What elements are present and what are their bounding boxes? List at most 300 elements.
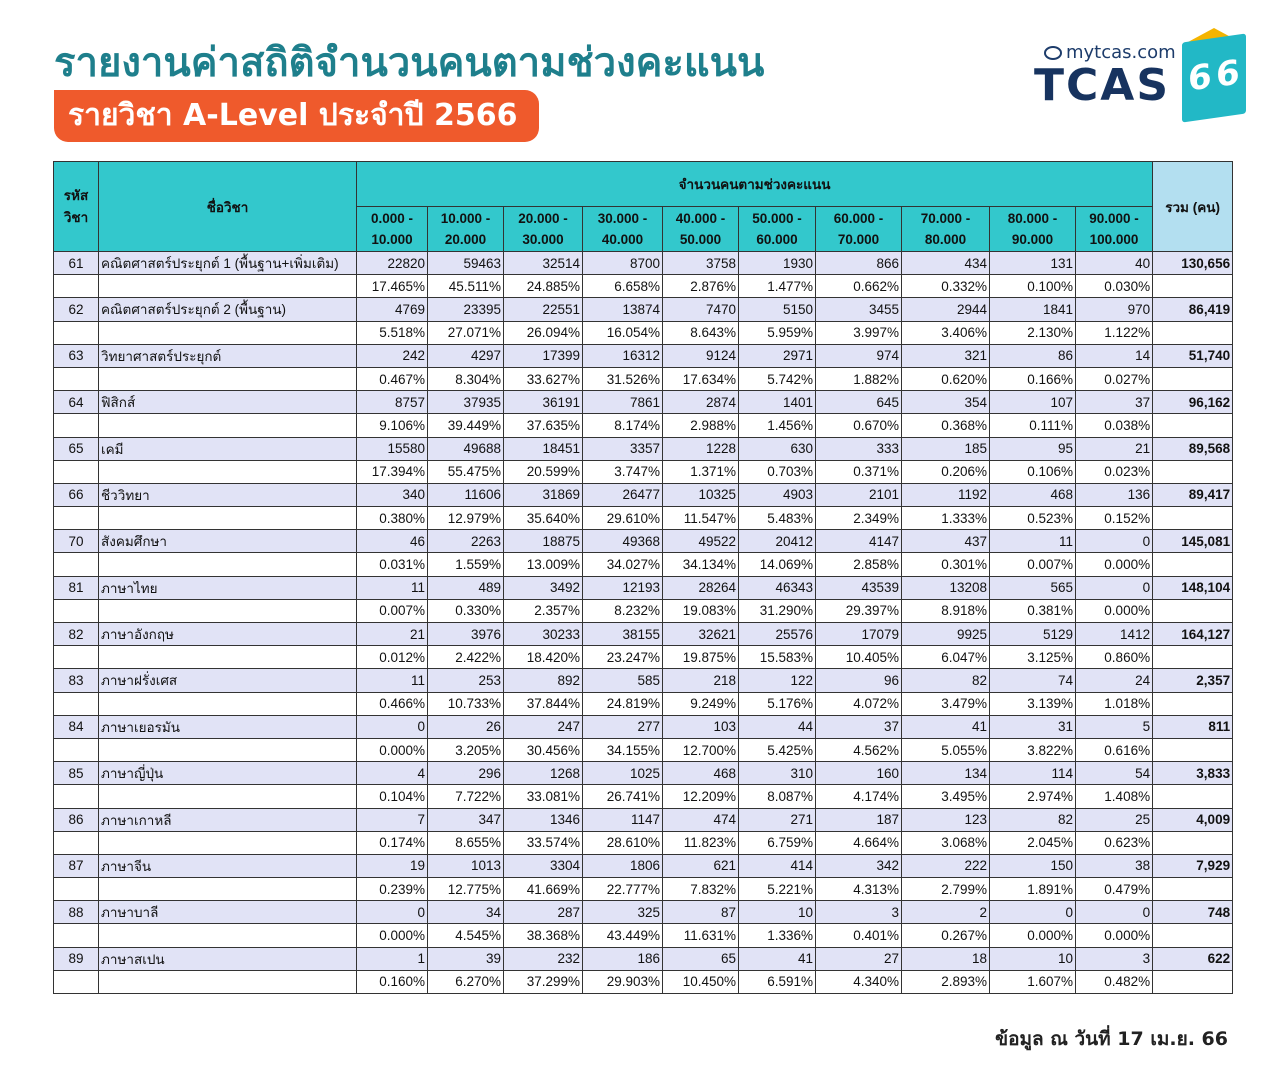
percent-cell: 0.000% <box>1076 599 1153 622</box>
count-cell: 10 <box>990 947 1076 970</box>
subject-name: ภาษาสเปน <box>99 947 357 970</box>
percent-cell: 2.988% <box>663 414 739 437</box>
total-cell: 4,009 <box>1153 808 1233 831</box>
count-cell: 22551 <box>504 298 583 321</box>
percent-cell: 6.047% <box>902 646 990 669</box>
empty-cell <box>1153 321 1233 344</box>
percent-cell: 0.000% <box>1076 924 1153 947</box>
percent-cell: 3.205% <box>428 738 504 761</box>
count-cell: 11 <box>357 669 428 692</box>
count-cell: 4903 <box>739 483 816 506</box>
percent-cell: 0.000% <box>1076 553 1153 576</box>
count-cell: 271 <box>739 808 816 831</box>
count-cell: 136 <box>1076 483 1153 506</box>
count-cell: 160 <box>816 762 902 785</box>
range-header <box>990 207 1076 252</box>
count-cell: 354 <box>902 391 990 414</box>
empty-cell <box>54 924 99 947</box>
count-cell: 0 <box>1076 530 1153 553</box>
count-cell: 34 <box>428 901 504 924</box>
percent-cell: 3.406% <box>902 321 990 344</box>
logo-site-text: mytcas.com <box>1066 42 1176 63</box>
percent-cell: 0.371% <box>816 460 902 483</box>
count-cell: 49368 <box>583 530 663 553</box>
count-cell: 123 <box>902 808 990 831</box>
percent-cell: 4.340% <box>816 970 902 993</box>
percent-cell: 0.368% <box>902 414 990 437</box>
count-cell: 32621 <box>663 623 739 646</box>
count-cell: 218 <box>663 669 739 692</box>
count-cell: 3758 <box>663 252 739 275</box>
count-cell: 2971 <box>739 344 816 367</box>
range-start: 50.000 - <box>752 211 802 226</box>
percent-cell: 34.134% <box>663 553 739 576</box>
range-header <box>663 207 739 252</box>
count-cell: 2944 <box>902 298 990 321</box>
range-start: 40.000 - <box>675 211 726 226</box>
count-cell: 287 <box>504 901 583 924</box>
count-cell: 32514 <box>504 252 583 275</box>
percent-cell: 5.425% <box>739 738 816 761</box>
range-end: 90.000 <box>1011 232 1054 247</box>
percent-cell: 8.232% <box>583 599 663 622</box>
count-cell: 114 <box>990 762 1076 785</box>
count-cell: 20412 <box>739 530 816 553</box>
count-cell: 31 <box>990 715 1076 738</box>
col-name-header: ชื่อวิชา <box>99 162 357 252</box>
count-cell: 1401 <box>739 391 816 414</box>
count-cell: 82 <box>990 808 1076 831</box>
percent-cell: 2.893% <box>902 970 990 993</box>
table-row <box>54 483 1233 506</box>
range-start: 70.000 - <box>920 211 971 226</box>
percent-cell: 17.394% <box>357 460 428 483</box>
count-cell: 96 <box>816 669 902 692</box>
tcas-logo <box>1034 38 1246 120</box>
subject-code: 61 <box>54 252 99 275</box>
range-end: 30.000 <box>522 232 564 247</box>
empty-cell <box>54 831 99 854</box>
table-row <box>54 947 1233 970</box>
percent-cell: 37.844% <box>504 692 583 715</box>
empty-cell <box>99 785 357 808</box>
count-cell: 41 <box>902 715 990 738</box>
percent-cell: 0.111% <box>990 414 1076 437</box>
percent-cell: 17.634% <box>663 367 739 390</box>
percent-cell: 2.799% <box>902 878 990 901</box>
count-cell: 30233 <box>504 623 583 646</box>
eye-icon <box>1044 46 1062 60</box>
book-icon <box>1182 34 1246 123</box>
percent-cell: 1.882% <box>816 367 902 390</box>
percent-cell: 8.918% <box>902 599 990 622</box>
range-end: 70.000 <box>837 232 880 247</box>
percent-cell: 17.465% <box>357 275 428 298</box>
percent-cell: 0.106% <box>990 460 1076 483</box>
count-cell: 1268 <box>504 762 583 785</box>
percent-cell: 6.270% <box>428 970 504 993</box>
percent-cell: 6.759% <box>739 831 816 854</box>
empty-cell <box>54 367 99 390</box>
percent-cell: 8.087% <box>739 785 816 808</box>
empty-cell <box>1153 924 1233 947</box>
range-end: 10.000 <box>371 232 413 247</box>
percent-cell: 0.007% <box>990 553 1076 576</box>
count-cell: 1841 <box>990 298 1076 321</box>
percent-cell: 26.741% <box>583 785 663 808</box>
count-cell: 25576 <box>739 623 816 646</box>
percent-cell: 29.397% <box>816 599 902 622</box>
percent-cell: 0.206% <box>902 460 990 483</box>
table-row <box>54 530 1233 553</box>
empty-cell <box>1153 367 1233 390</box>
percent-cell: 0.670% <box>816 414 902 437</box>
percent-cell: 3.479% <box>902 692 990 715</box>
percent-cell: 29.903% <box>583 970 663 993</box>
count-cell: 37 <box>816 715 902 738</box>
table-row-percent <box>54 414 1233 437</box>
count-cell: 3 <box>1076 947 1153 970</box>
percent-cell: 5.742% <box>739 367 816 390</box>
count-cell: 26477 <box>583 483 663 506</box>
col-group-header: จำนวนคนตามช่วงคะแนน <box>357 162 1153 207</box>
count-cell: 82 <box>902 669 990 692</box>
count-cell: 13874 <box>583 298 663 321</box>
empty-cell <box>99 646 357 669</box>
count-cell: 31869 <box>504 483 583 506</box>
count-cell: 222 <box>902 854 990 877</box>
table-row-percent <box>54 367 1233 390</box>
count-cell: 7470 <box>663 298 739 321</box>
count-cell: 585 <box>583 669 663 692</box>
count-cell: 44 <box>739 715 816 738</box>
percent-cell: 0.104% <box>357 785 428 808</box>
count-cell: 36191 <box>504 391 583 414</box>
total-cell: 51,740 <box>1153 344 1233 367</box>
count-cell: 40 <box>1076 252 1153 275</box>
count-cell: 46343 <box>739 576 816 599</box>
range-header <box>357 207 428 252</box>
percent-cell: 0.381% <box>990 599 1076 622</box>
percent-cell: 1.018% <box>1076 692 1153 715</box>
count-cell: 15580 <box>357 437 428 460</box>
page-subtitle: รายวิชา A-Level ประจำปี 2566 <box>54 90 539 142</box>
percent-cell: 6.658% <box>583 275 663 298</box>
percent-cell: 20.599% <box>504 460 583 483</box>
percent-cell: 34.155% <box>583 738 663 761</box>
percent-cell: 0.380% <box>357 507 428 530</box>
percent-cell: 11.547% <box>663 507 739 530</box>
count-cell: 2101 <box>816 483 902 506</box>
count-cell: 621 <box>663 854 739 877</box>
total-cell: 622 <box>1153 947 1233 970</box>
count-cell: 9925 <box>902 623 990 646</box>
empty-cell <box>1153 553 1233 576</box>
count-cell: 342 <box>816 854 902 877</box>
count-cell: 13208 <box>902 576 990 599</box>
table-row-percent <box>54 738 1233 761</box>
range-end: 100.000 <box>1089 232 1139 247</box>
count-cell: 12193 <box>583 576 663 599</box>
count-cell: 253 <box>428 669 504 692</box>
percent-cell: 2.422% <box>428 646 504 669</box>
empty-cell <box>99 507 357 530</box>
percent-cell: 0.030% <box>1076 275 1153 298</box>
count-cell: 474 <box>663 808 739 831</box>
count-cell: 95 <box>990 437 1076 460</box>
count-cell: 87 <box>663 901 739 924</box>
percent-cell: 0.152% <box>1076 507 1153 530</box>
count-cell: 7 <box>357 808 428 831</box>
table-row <box>54 669 1233 692</box>
range-end: 80.000 <box>924 232 967 247</box>
empty-cell <box>54 321 99 344</box>
percent-cell: 26.094% <box>504 321 583 344</box>
count-cell: 38155 <box>583 623 663 646</box>
percent-cell: 2.876% <box>663 275 739 298</box>
count-cell: 4297 <box>428 344 504 367</box>
empty-cell <box>1153 738 1233 761</box>
percent-cell: 33.081% <box>504 785 583 808</box>
table-row-percent <box>54 599 1233 622</box>
count-cell: 11606 <box>428 483 504 506</box>
percent-cell: 8.655% <box>428 831 504 854</box>
count-cell: 974 <box>816 344 902 367</box>
percent-cell: 38.368% <box>504 924 583 947</box>
table-row <box>54 391 1233 414</box>
empty-cell <box>54 785 99 808</box>
percent-cell: 23.247% <box>583 646 663 669</box>
percent-cell: 31.290% <box>739 599 816 622</box>
empty-cell <box>99 738 357 761</box>
table-row-percent <box>54 275 1233 298</box>
count-cell: 185 <box>902 437 990 460</box>
percent-cell: 9.249% <box>663 692 739 715</box>
percent-cell: 31.526% <box>583 367 663 390</box>
logo-year-digit: 6 <box>1188 56 1212 100</box>
percent-cell: 0.174% <box>357 831 428 854</box>
percent-cell: 4.545% <box>428 924 504 947</box>
subject-code: 85 <box>54 762 99 785</box>
empty-cell <box>54 646 99 669</box>
empty-cell <box>1153 831 1233 854</box>
table-row <box>54 901 1233 924</box>
percent-cell: 6.591% <box>739 970 816 993</box>
percent-cell: 12.209% <box>663 785 739 808</box>
count-cell: 347 <box>428 808 504 831</box>
total-cell: 3,833 <box>1153 762 1233 785</box>
total-cell: 748 <box>1153 901 1233 924</box>
count-cell: 437 <box>902 530 990 553</box>
empty-cell <box>1153 692 1233 715</box>
range-end: 60.000 <box>756 232 798 247</box>
percent-cell: 0.401% <box>816 924 902 947</box>
range-header <box>902 207 990 252</box>
count-cell: 866 <box>816 252 902 275</box>
count-cell: 310 <box>739 762 816 785</box>
count-cell: 39 <box>428 947 504 970</box>
count-cell: 1412 <box>1076 623 1153 646</box>
total-cell: 96,162 <box>1153 391 1233 414</box>
count-cell: 49688 <box>428 437 504 460</box>
percent-cell: 0.860% <box>1076 646 1153 669</box>
count-cell: 8757 <box>357 391 428 414</box>
count-cell: 41 <box>739 947 816 970</box>
count-cell: 2 <box>902 901 990 924</box>
empty-cell <box>99 878 357 901</box>
percent-cell: 1.333% <box>902 507 990 530</box>
subject-code: 86 <box>54 808 99 831</box>
percent-cell: 8.174% <box>583 414 663 437</box>
subject-name: คณิตศาสตร์ประยุกต์ 2 (พื้นฐาน) <box>99 298 357 321</box>
subject-code: 84 <box>54 715 99 738</box>
count-cell: 37935 <box>428 391 504 414</box>
count-cell: 2263 <box>428 530 504 553</box>
count-cell: 3455 <box>816 298 902 321</box>
count-cell: 17079 <box>816 623 902 646</box>
count-cell: 296 <box>428 762 504 785</box>
percent-cell: 1.122% <box>1076 321 1153 344</box>
percent-cell: 18.420% <box>504 646 583 669</box>
count-cell: 1025 <box>583 762 663 785</box>
count-cell: 489 <box>428 576 504 599</box>
total-cell: 89,568 <box>1153 437 1233 460</box>
percent-cell: 8.304% <box>428 367 504 390</box>
percent-cell: 1.891% <box>990 878 1076 901</box>
percent-cell: 19.083% <box>663 599 739 622</box>
range-end: 40.000 <box>601 232 644 247</box>
percent-cell: 0.523% <box>990 507 1076 530</box>
count-cell: 86 <box>990 344 1076 367</box>
percent-cell: 28.610% <box>583 831 663 854</box>
count-cell: 3976 <box>428 623 504 646</box>
percent-cell: 2.974% <box>990 785 1076 808</box>
percent-cell: 10.733% <box>428 692 504 715</box>
percent-cell: 16.054% <box>583 321 663 344</box>
percent-cell: 0.466% <box>357 692 428 715</box>
percent-cell: 4.313% <box>816 878 902 901</box>
percent-cell: 22.777% <box>583 878 663 901</box>
percent-cell: 0.332% <box>902 275 990 298</box>
table-row-percent <box>54 924 1233 947</box>
count-cell: 4147 <box>816 530 902 553</box>
count-cell: 5150 <box>739 298 816 321</box>
empty-cell <box>1153 414 1233 437</box>
range-header <box>1076 207 1153 252</box>
count-cell: 11 <box>357 576 428 599</box>
percent-cell: 27.071% <box>428 321 504 344</box>
empty-cell <box>99 460 357 483</box>
empty-cell <box>99 414 357 437</box>
percent-cell: 43.449% <box>583 924 663 947</box>
count-cell: 242 <box>357 344 428 367</box>
percent-cell: 3.125% <box>990 646 1076 669</box>
percent-cell: 5.483% <box>739 507 816 530</box>
percent-cell: 0.038% <box>1076 414 1153 437</box>
count-cell: 434 <box>902 252 990 275</box>
total-cell: 7,929 <box>1153 854 1233 877</box>
percent-cell: 3.822% <box>990 738 1076 761</box>
count-cell: 8700 <box>583 252 663 275</box>
count-cell: 1228 <box>663 437 739 460</box>
count-cell: 3492 <box>504 576 583 599</box>
range-start: 90.000 - <box>1089 211 1139 226</box>
range-header <box>428 207 504 252</box>
count-cell: 0 <box>990 901 1076 924</box>
percent-cell: 0.267% <box>902 924 990 947</box>
count-cell: 9124 <box>663 344 739 367</box>
subject-code: 65 <box>54 437 99 460</box>
percent-cell: 1.477% <box>739 275 816 298</box>
col-total-header: รวม (คน) <box>1153 162 1233 252</box>
count-cell: 0 <box>357 901 428 924</box>
percent-cell: 4.174% <box>816 785 902 808</box>
percent-cell: 45.511% <box>428 275 504 298</box>
percent-cell: 5.518% <box>357 321 428 344</box>
percent-cell: 35.640% <box>504 507 583 530</box>
percent-cell: 0.023% <box>1076 460 1153 483</box>
count-cell: 3357 <box>583 437 663 460</box>
total-cell: 811 <box>1153 715 1233 738</box>
subject-code: 89 <box>54 947 99 970</box>
count-cell: 630 <box>739 437 816 460</box>
percent-cell: 4.562% <box>816 738 902 761</box>
count-cell: 18875 <box>504 530 583 553</box>
empty-cell <box>1153 599 1233 622</box>
count-cell: 565 <box>990 576 1076 599</box>
empty-cell <box>54 599 99 622</box>
count-cell: 1806 <box>583 854 663 877</box>
count-cell: 0 <box>1076 576 1153 599</box>
table-row-percent <box>54 831 1233 854</box>
subject-code: 82 <box>54 623 99 646</box>
subject-code: 88 <box>54 901 99 924</box>
percent-cell: 0.160% <box>357 970 428 993</box>
table-row-percent <box>54 460 1233 483</box>
count-cell: 7861 <box>583 391 663 414</box>
percent-cell: 9.106% <box>357 414 428 437</box>
count-cell: 49522 <box>663 530 739 553</box>
table-row <box>54 252 1233 275</box>
count-cell: 28264 <box>663 576 739 599</box>
table-row <box>54 576 1233 599</box>
count-cell: 74 <box>990 669 1076 692</box>
count-cell: 25 <box>1076 808 1153 831</box>
percent-cell: 7.722% <box>428 785 504 808</box>
percent-cell: 33.627% <box>504 367 583 390</box>
count-cell: 1147 <box>583 808 663 831</box>
percent-cell: 3.068% <box>902 831 990 854</box>
percent-cell: 12.979% <box>428 507 504 530</box>
percent-cell: 5.176% <box>739 692 816 715</box>
percent-cell: 0.623% <box>1076 831 1153 854</box>
percent-cell: 0.467% <box>357 367 428 390</box>
count-cell: 23395 <box>428 298 504 321</box>
subject-name: ภาษาไทย <box>99 576 357 599</box>
count-cell: 10 <box>739 901 816 924</box>
percent-cell: 19.875% <box>663 646 739 669</box>
empty-cell <box>99 970 357 993</box>
subject-name: คณิตศาสตร์ประยุกต์ 1 (พื้นฐาน+เพิ่มเติม) <box>99 252 357 275</box>
score-range-table <box>53 161 1233 994</box>
logo-year-digit: 6 <box>1216 52 1240 96</box>
count-cell: 21 <box>357 623 428 646</box>
count-cell: 892 <box>504 669 583 692</box>
subject-name: เคมี <box>99 437 357 460</box>
count-cell: 277 <box>583 715 663 738</box>
count-cell: 18 <box>902 947 990 970</box>
table-row-percent <box>54 785 1233 808</box>
